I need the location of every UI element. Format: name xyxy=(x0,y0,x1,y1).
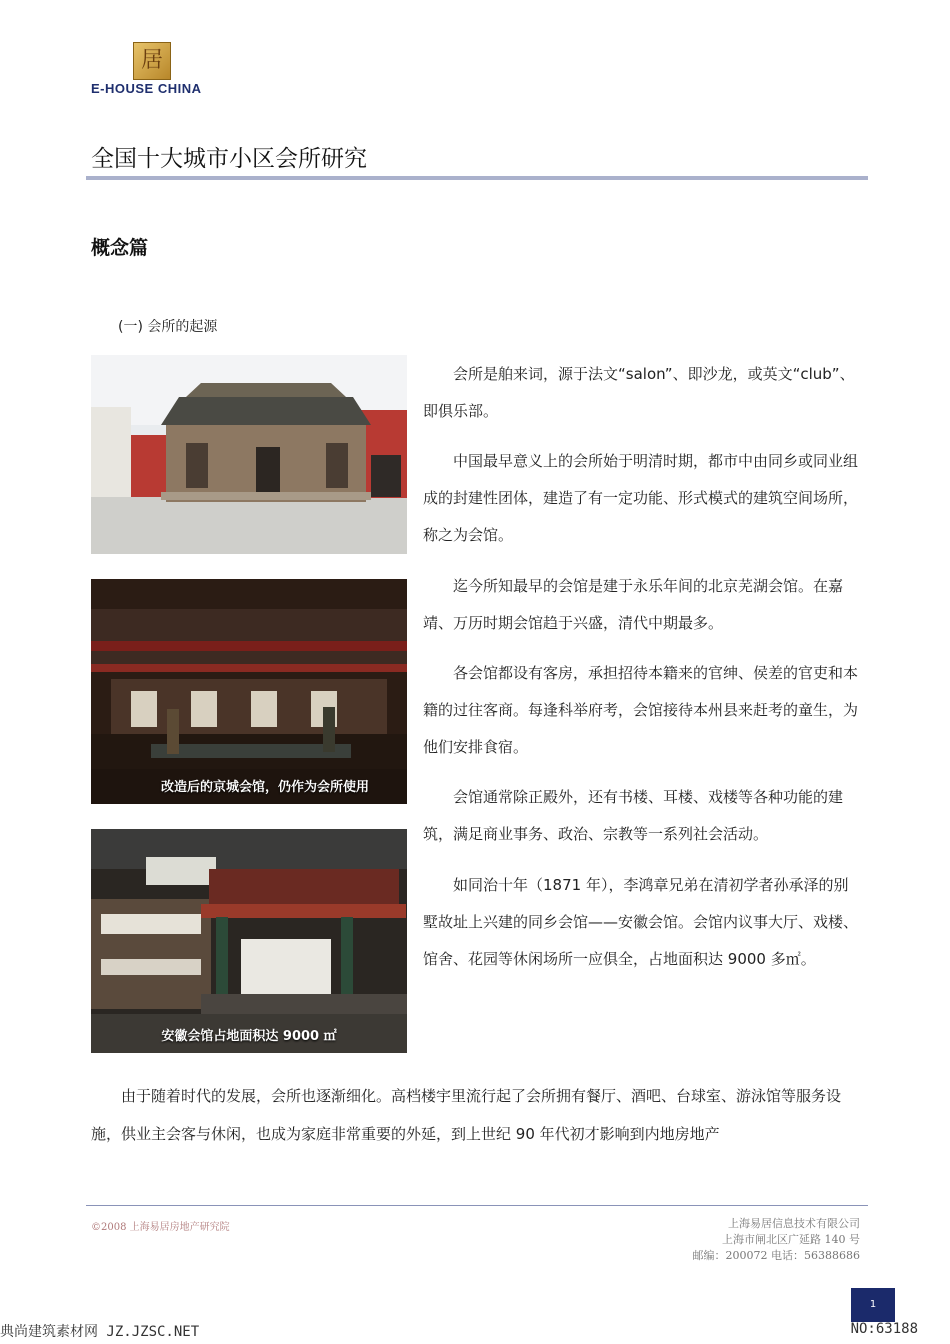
page-number-badge: 1 xyxy=(851,1288,895,1322)
theater-interior-photo xyxy=(91,579,407,804)
logo-glyph: 居 xyxy=(140,48,163,73)
body-paragraph: 中国最早意义上的会所始于明清时期，都市中由同乡或同业组成的封建性团体，建造了有一定功能、形式模式的建筑空间场所，称之为会馆。 xyxy=(423,452,859,544)
body-paragraph-wide: 由于随着时代的发展，会所也逐渐细化。高档楼宇里流行起了会所拥有餐厅、酒吧、台球室、游泳馆等服务设施，供业主会客与休闲，也成为家庭非常重要的外延，到上世纪 90 年代初才影响到内地房地产 xyxy=(91,1087,842,1143)
footer-copyright: ©2008 上海易居房地产研究院 xyxy=(91,1222,230,1233)
footer-company: 上海易居信息技术有限公司 xyxy=(728,1217,860,1230)
footer-address: 上海市闸北区广延路 140 号 xyxy=(722,1233,860,1246)
footer-divider xyxy=(86,1205,868,1206)
report-title: 全国十大城市小区会所研究 xyxy=(91,146,367,172)
watermark-left: 典尚建筑素材网 JZ.JZSC.NET xyxy=(0,1324,200,1340)
body-paragraph: 会所是舶来词，源于法文“salon”、即沙龙，或英文“club”、即俱乐部。 xyxy=(423,365,855,420)
body-paragraph: 迄今所知最早的会馆是建于永乐年间的北京芜湖会馆。在嘉靖、万历时期会馆趋于兴盛，清代中期最多。 xyxy=(423,577,844,632)
footer-contact xyxy=(693,1216,860,1264)
body-paragraph: 如同治十年（1871 年），李鸿章兄弟在清初学者孙承泽的别墅故址上兴建的同乡会馆——安徽会馆。会馆内议事大厅、戏楼、馆舍、花园等休闲场所一应俱全，占地面积达 9000 多㎡。 xyxy=(423,876,859,968)
footer-phone: 邮编：200072 电话：56388686 xyxy=(692,1249,860,1262)
body-paragraph: 各会馆都设有客房，承担招待本籍来的官绅、侯差的官吏和本籍的过往客商。每逢科举府考，会馆接待本州县来赶考的童生，为他们安排食宿。 xyxy=(423,664,859,756)
opera-stage-photo xyxy=(91,829,407,1053)
chapter-heading: 概念篇 xyxy=(91,237,149,259)
photo-caption: 改造后的京城会馆，仍作为会所使用 xyxy=(161,780,370,795)
section-heading: (一) 会所的起源 xyxy=(118,319,218,335)
body-paragraph: 会馆通常除正殿外，还有书楼、耳楼、戏楼等各种功能的建筑，满足商业事务、政治、宗教等一系列社会活动。 xyxy=(423,788,844,843)
watermark-right: NO:63188 xyxy=(850,1321,918,1337)
photo-caption: 安徽会馆占地面积达 9000 ㎡ xyxy=(161,1029,337,1044)
company-logo-mark xyxy=(133,42,171,80)
title-divider xyxy=(86,176,868,180)
company-logo-text: E-HOUSE CHINA xyxy=(91,81,202,96)
temple-hall-photo xyxy=(91,355,407,554)
